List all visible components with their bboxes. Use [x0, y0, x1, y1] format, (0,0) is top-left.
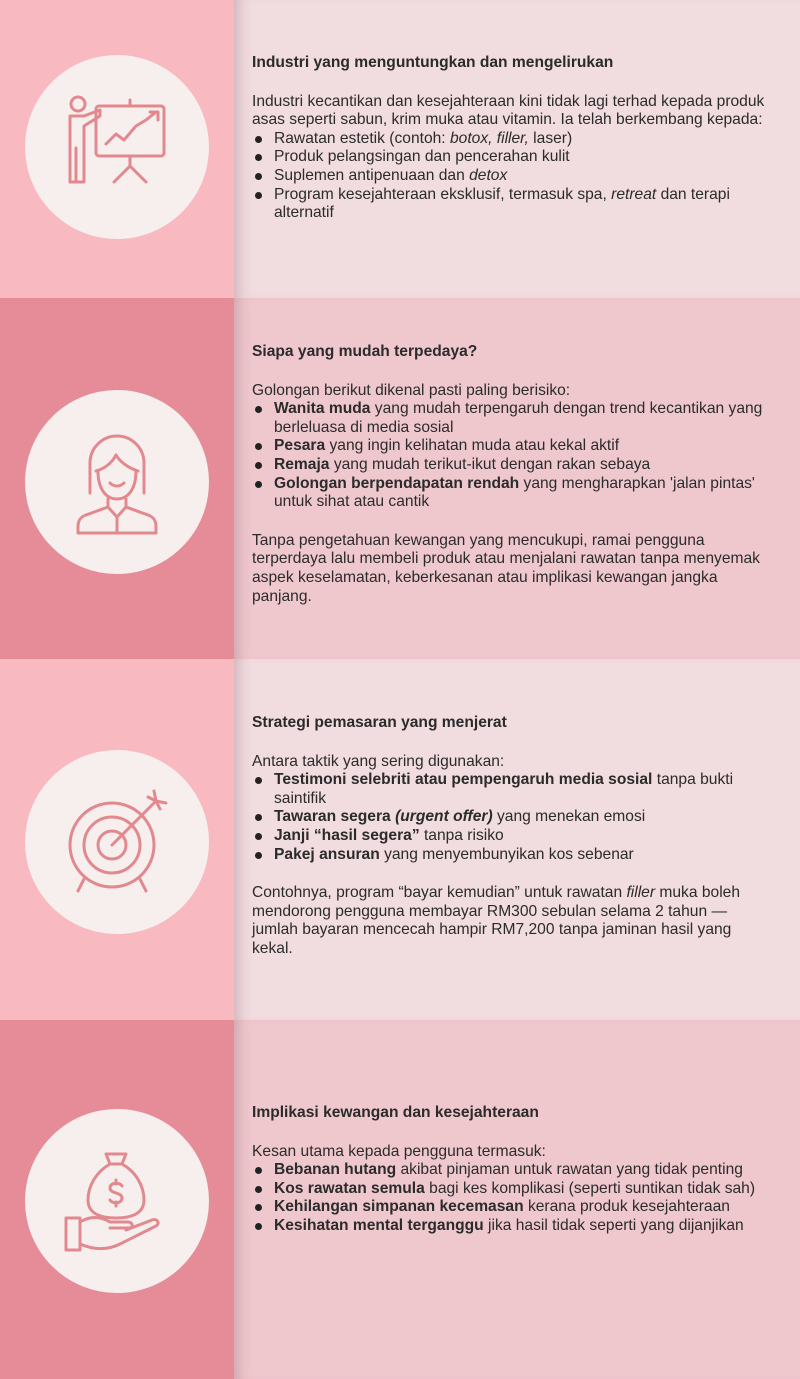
- section-heading: Siapa yang mudah terpedaya?: [252, 343, 478, 360]
- list-item: Bebanan hutang akibat pinjaman untuk rawatan yang tidak penting: [252, 1161, 772, 1180]
- section-vulnerable: [0, 298, 800, 659]
- list-item: Program kesejahteraan eksklusif, termasuk spa, retreat dan terapi alternatif: [252, 186, 772, 223]
- section-outro: Contohnya, program “bayar kemudian” untuk rawatan filler muka boleh mendorong pengguna membayar RM300 sebulan selama 2 tahun — jumlah bayaran mencecah hampir RM7,200 tanpa jaminan hasil yang kekal.: [252, 884, 740, 957]
- section-intro: Kesan utama kepada pengguna termasuk:: [252, 1142, 546, 1160]
- list-item: Suplemen antipenuaan dan detox: [252, 167, 772, 186]
- list-item: Produk pelangsingan dan pencerahan kulit: [252, 148, 772, 167]
- icon-panel: [0, 298, 234, 659]
- list-item: Golongan berpendapatan rendah yang mengharapkan 'jalan pintas' untuk sihat atau cantik: [252, 475, 772, 512]
- section-marketing: [0, 659, 800, 1020]
- icon-circle: [25, 55, 209, 239]
- list-item: Rawatan estetik (contoh: botox, filler, laser): [252, 130, 772, 149]
- list-item: Kos rawatan semula bagi kes komplikasi (seperti suntikan tidak sah): [252, 1180, 772, 1199]
- icon-panel: [0, 659, 234, 1020]
- list-item: Pakej ansuran yang menyembunyikan kos sebenar: [252, 846, 772, 865]
- list-item: Kesihatan mental terganggu jika hasil tidak seperti yang dijanjikan: [252, 1217, 772, 1236]
- section-industry: [0, 0, 800, 298]
- icon-panel: [0, 1020, 234, 1379]
- section-intro: Golongan berikut dikenal pasti paling berisiko:: [252, 381, 571, 399]
- section-outro: Tanpa pengetahuan kewangan yang mencukupi, ramai pengguna terperdaya lalu membeli produk atau menjalani rawatan tanpa menyemak aspek keselamatan, keberkesanan atau implikasi kewangan jangka panjang.: [252, 531, 760, 605]
- bullet-list: [252, 400, 772, 512]
- section-heading: Implikasi kewangan dan kesejahteraan: [252, 1104, 539, 1121]
- list-item: Janji “hasil segera” tanpa risiko: [252, 827, 772, 846]
- section-implications: [0, 1020, 800, 1379]
- bullet-list: [252, 1161, 772, 1235]
- target-arrow-icon: [62, 787, 172, 897]
- list-item: Tawaran segera (urgent offer) yang menekan emosi: [252, 808, 772, 827]
- bullet-list: [252, 130, 772, 223]
- list-item: Remaja yang mudah terikut-ikut dengan rakan sebaya: [252, 456, 772, 475]
- section-text: [252, 1104, 772, 1236]
- icon-circle: [25, 1109, 209, 1293]
- icon-circle: [25, 750, 209, 934]
- list-item: Pesara yang ingin kelihatan muda atau kekal aktif: [252, 437, 772, 456]
- section-text: [252, 54, 772, 223]
- section-heading: Industri yang menguntungkan dan mengelirukan: [252, 54, 614, 71]
- money-bag-hand-icon: [62, 1146, 172, 1256]
- list-item: Kehilangan simpanan kecemasan kerana produk kesejahteraan: [252, 1198, 772, 1217]
- section-heading: Strategi pemasaran yang menjerat: [252, 714, 507, 731]
- woman-avatar-icon: [62, 427, 172, 537]
- bullet-list: [252, 771, 772, 864]
- section-intro: Industri kecantikan dan kesejahteraan kini tidak lagi terhad kepada produk asas seperti sabun, krim muka atau vitamin. Ia telah berkembang kepada:: [252, 92, 765, 129]
- section-text: [252, 714, 772, 959]
- presentation-chart-icon: [62, 92, 172, 202]
- section-intro: Antara taktik yang sering digunakan:: [252, 752, 505, 770]
- icon-circle: [25, 390, 209, 574]
- icon-panel: [0, 0, 234, 298]
- section-text: [252, 343, 772, 606]
- list-item: Testimoni selebriti atau pempengaruh media sosial tanpa bukti saintifik: [252, 771, 772, 808]
- list-item: Wanita muda yang mudah terpengaruh dengan trend kecantikan yang berleluasa di media sosial: [252, 400, 772, 437]
